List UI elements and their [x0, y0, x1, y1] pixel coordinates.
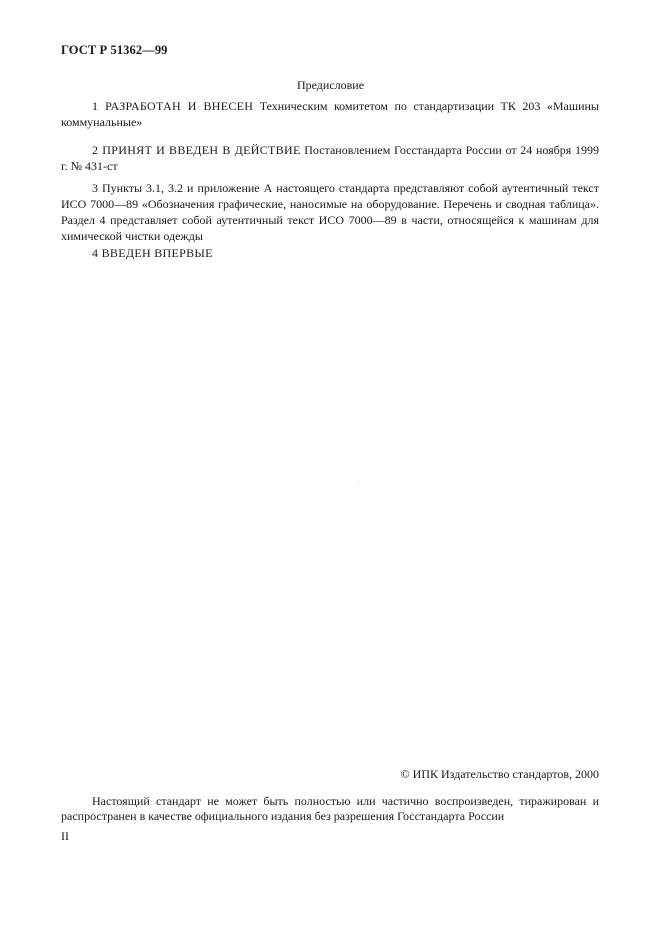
paragraph-2 [61, 142, 599, 174]
paragraph-3 [61, 180, 599, 244]
section-title: Предисловие [296, 78, 365, 92]
paragraph-4-caps: 4 ВВЕДЕН ВПЕРВЫЕ [92, 246, 213, 260]
copyright-line: © ИПК Издательство стандартов, 2000 [400, 767, 599, 781]
paragraph-4 [61, 245, 599, 261]
paragraph-2-caps: 2 ПРИНЯТ И ВВЕДЕН В ДЕЙСТВИЕ [92, 143, 301, 157]
reproduction-notice: Настоящий стандарт не может быть полностью или частично воспроизведен, тиражирован и распространен в качестве официального издания без разрешения Госстандарта России [61, 794, 599, 823]
paragraph-3-text: 3 Пункты 3.1, 3.2 и приложение А настоящего стандарта представляют собой аутентичный текст ИСО 7000—89 «Обозначения графические, наносимые на оборудование. Перечень и сводная таблица». Раздел 4 представляет собой аутентичный текст ИСО 7000—89 в части, относящейся к машинам для химической чистки одежды [61, 181, 599, 243]
paragraph-2-text: Постановлением Госстандарта России от 24 ноября 1999 г. № 431-ст [61, 143, 599, 173]
paragraph-1-caps: 1 РАЗРАБОТАН И ВНЕСЕН [92, 99, 254, 113]
scan-speck [358, 482, 359, 483]
page-number: II [61, 829, 69, 843]
paragraph-1-text: Техническим комитетом по стандартизации ТК 203 «Машины коммунальные» [61, 99, 599, 129]
paragraph-1 [61, 98, 599, 130]
document-code: ГОСТ Р 51362—99 [61, 43, 168, 57]
